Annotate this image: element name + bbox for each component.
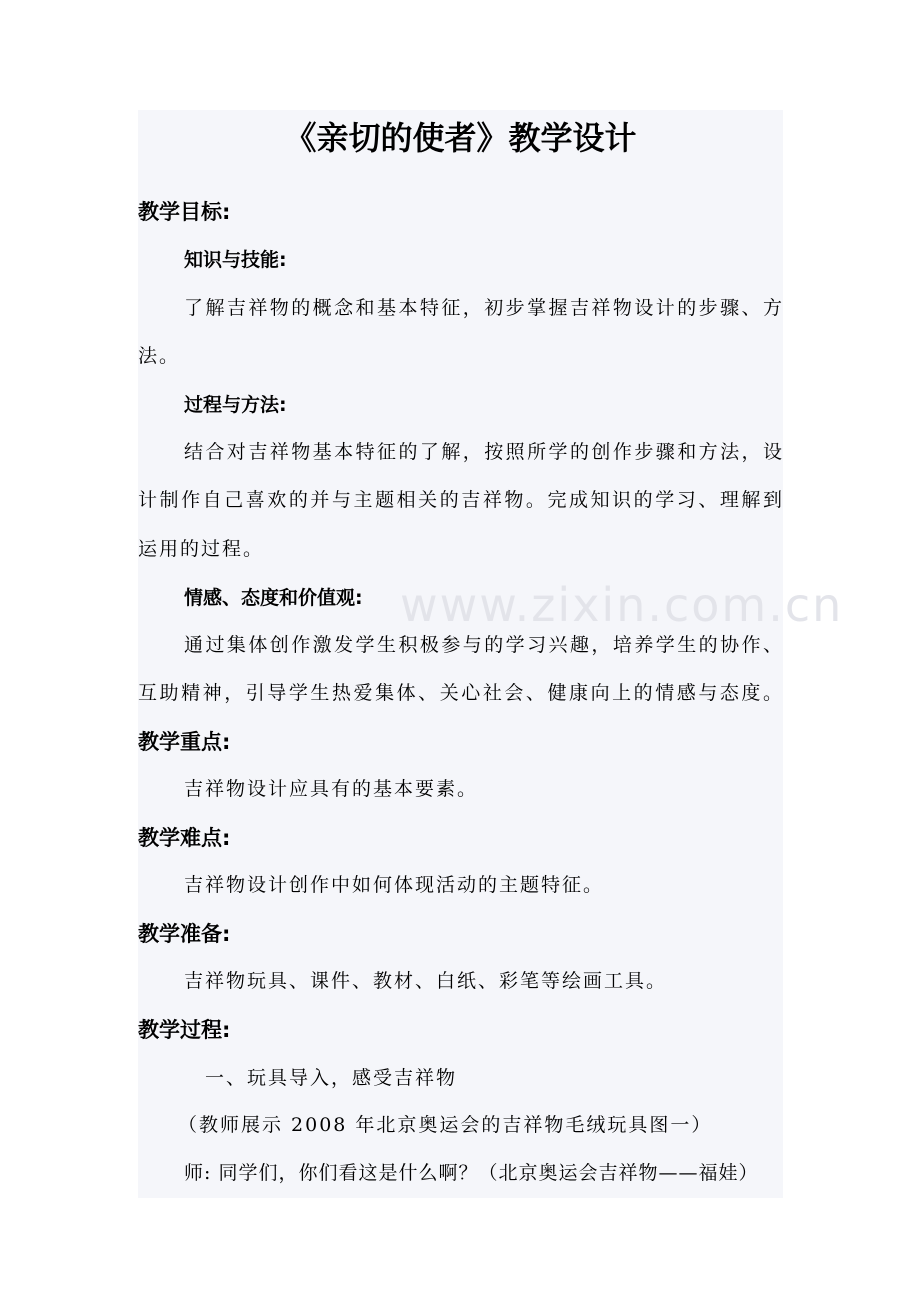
procedure-step-1: 一、玩具导入，感受吉祥物 xyxy=(205,1067,458,1089)
process-line-3: 运用的过程。 xyxy=(138,538,265,560)
emotion-line-1: 通过集体创作激发学生积极参与的学习兴趣，培养学生的协作、 xyxy=(184,634,783,656)
difficulty-text: 吉祥物设计创作中如何体现活动的主题特征。 xyxy=(184,874,605,896)
preparation-text: 吉祥物玩具、课件、教材、白纸、彩笔等绘画工具。 xyxy=(184,970,668,992)
watermark: www.zixin.com.cn xyxy=(400,578,844,632)
procedure-dialogue: 师: 同学们，你们看这是什么啊？（北京奥运会吉祥物——福娃） xyxy=(184,1162,759,1184)
procedure-note: （教师展示 2008 年北京奥运会的吉祥物毛绒玩具图一） xyxy=(178,1114,713,1136)
process-line-1: 结合对吉祥物基本特征的了解，按照所学的创作步骤和方法，设 xyxy=(184,441,783,463)
process-line-2: 计制作自己喜欢的并与主题相关的吉祥物。完成知识的学习、理解到 xyxy=(138,489,783,511)
heading-procedure: 教学过程: xyxy=(138,1018,231,1042)
emotion-line-2: 互助精神，引导学生热爱集体、关心社会、健康向上的情感与态度。 xyxy=(138,682,783,704)
heading-preparation: 教学准备: xyxy=(138,922,231,946)
knowledge-line-1: 了解吉祥物的概念和基本特征，初步掌握吉祥物设计的步骤、方 xyxy=(184,297,783,319)
knowledge-line-2: 法。 xyxy=(138,345,181,367)
document-title: 《亲切的使者》教学设计 xyxy=(284,119,637,157)
subheading-process: 过程与方法: xyxy=(184,394,287,416)
heading-key-point: 教学重点: xyxy=(138,730,231,754)
subheading-knowledge: 知识与技能: xyxy=(184,249,287,271)
key-point-text: 吉祥物设计应具有的基本要素。 xyxy=(184,778,479,800)
heading-objectives: 教学目标: xyxy=(138,200,231,224)
heading-difficulty: 教学难点: xyxy=(138,826,231,850)
subheading-emotion: 情感、态度和价值观: xyxy=(184,587,363,609)
